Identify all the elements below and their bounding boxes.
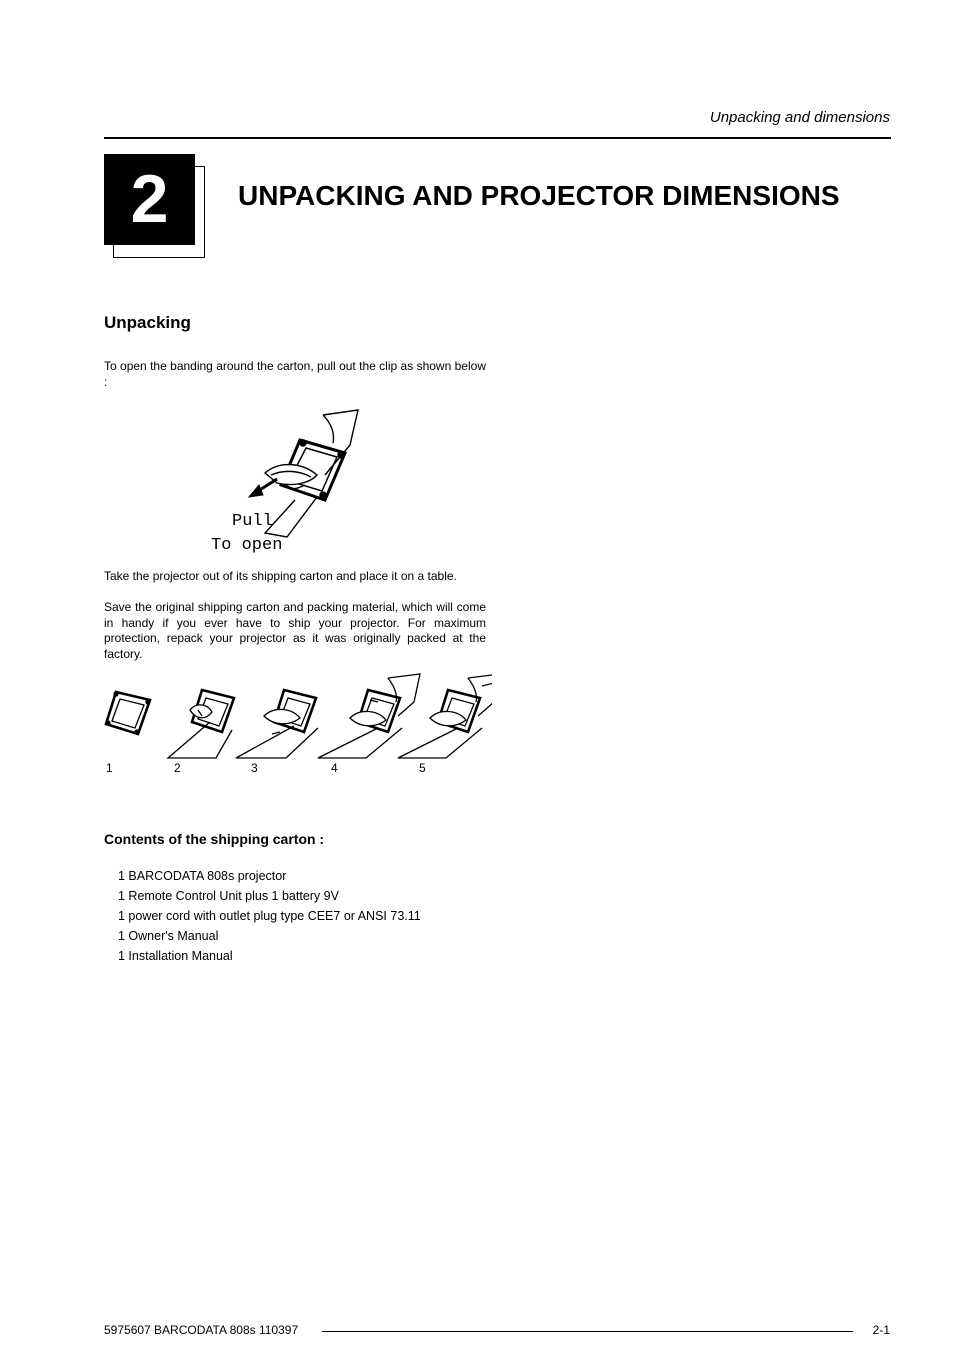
header-rule [104,137,891,139]
step-4-drawing [318,674,420,758]
step-label-2: 2 [174,761,181,775]
step-label-4: 4 [331,761,338,775]
step-2-drawing [168,690,234,758]
figure-label-to-open: To open [211,536,283,555]
paragraph-save-carton: Save the original shipping carton and packing material, which will come in handy if you ever have to ship your projector. For maximum protection, repack your projector as it was originally packed at the factory. [104,600,486,661]
step-5-drawing [398,674,492,758]
clip-steps-illustration [102,672,492,782]
chapter-title: UNPACKING AND PROJECTOR DIMENSIONS [238,180,840,211]
step-label-5: 5 [419,761,426,775]
footer-page-number: 2-1 [872,1323,890,1337]
paragraph-intro: To open the banding around the carton, pull out the clip as shown below : [104,359,486,389]
list-item: 1 power cord with outlet plug type CEE7 or ANSI 73.11 [118,909,421,923]
step-1-drawing [106,692,150,734]
section-heading-unpacking: Unpacking [104,313,191,332]
footer-doc-ref: 5975607 BARCODATA 808s 110397 [104,1323,299,1337]
chapter-number-box: 2 [104,154,195,245]
list-item: 1 Owner's Manual [118,929,219,943]
contents-heading: Contents of the shipping carton : [104,831,325,847]
list-item: 1 BARCODATA 808s projector [118,869,287,883]
step-label-3: 3 [251,761,258,775]
list-item: 1 Remote Control Unit plus 1 battery 9V [118,889,339,903]
contents-list [118,869,421,969]
footer-rule [322,1331,853,1332]
paragraph-take-out: Take the projector out of its shipping carton and place it on a table. [104,569,457,583]
running-header: Unpacking and dimensions [709,109,890,126]
clip-pull-illustration [205,405,375,560]
figure-label-pull: Pull [232,512,273,531]
list-item: 1 Installation Manual [118,949,233,963]
step-3-drawing [236,690,318,758]
step-label-1: 1 [106,761,113,775]
